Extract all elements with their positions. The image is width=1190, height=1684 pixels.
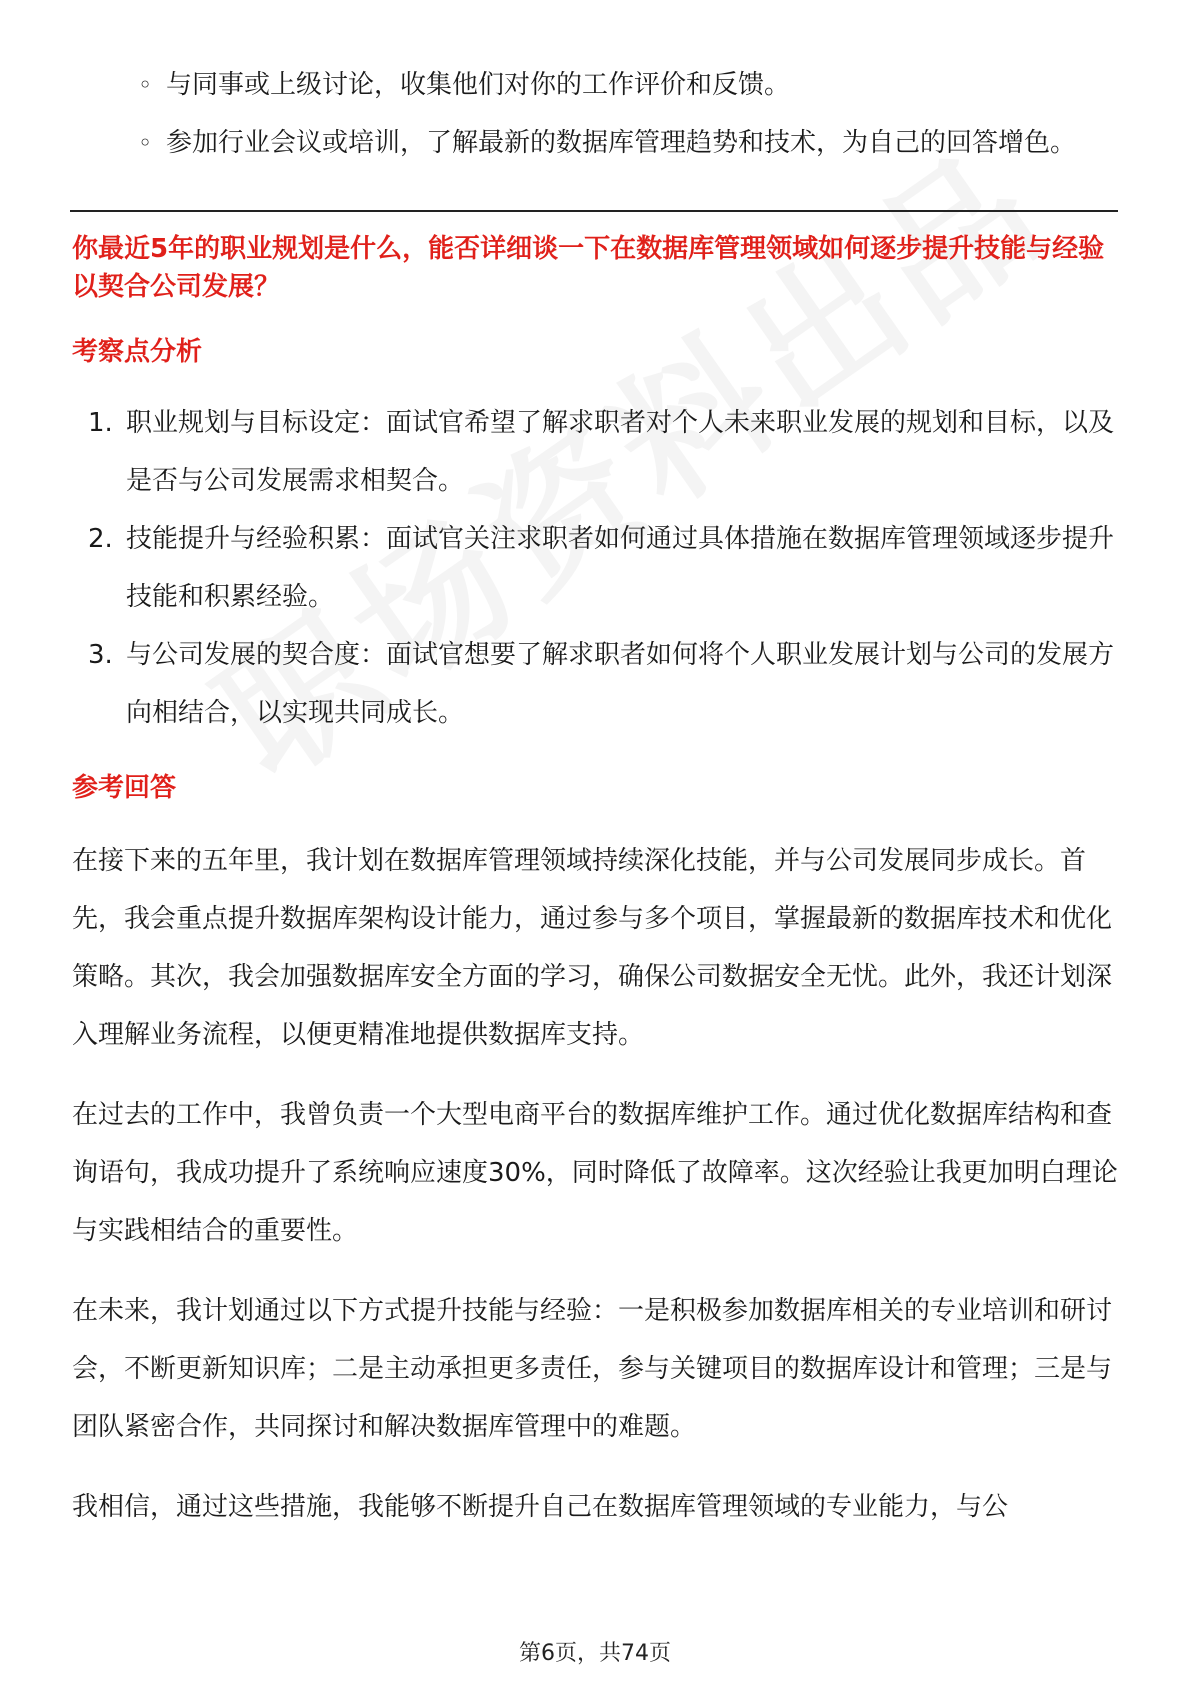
bullet-text: 参加行业会议或培训，了解最新的数据库管理趋势和技术，为自己的回答增色。 bbox=[166, 128, 1077, 158]
list-item bbox=[72, 394, 1118, 510]
analysis-heading: 考察点分析 bbox=[72, 337, 203, 367]
item-number: 2. bbox=[88, 524, 113, 554]
bullet-list bbox=[136, 56, 1118, 172]
bullet-text: 与同事或上级讨论，收集他们对你的工作评价和反馈。 bbox=[166, 70, 791, 100]
list-item bbox=[72, 510, 1118, 626]
bullet-icon: ◦ bbox=[138, 129, 153, 157]
list-item bbox=[136, 114, 1118, 172]
item-text: 与公司发展的契合度：面试官想要了解求职者如何将个人职业发展计划与公司的发展方向相结合，以实现共同成长。 bbox=[126, 640, 1115, 728]
list-item bbox=[72, 626, 1118, 742]
answer-paragraph: 我相信，通过这些措施，我能够不断提升自己在数据库管理领域的专业能力，与公 bbox=[72, 1492, 1009, 1522]
page-footer: 第6页，共74页 bbox=[519, 1641, 671, 1666]
question-heading: 你最近5年的职业规划是什么，能否详细谈一下在数据库管理领域如何逐步提升技能与经验以契合公司发展？ bbox=[72, 234, 1105, 302]
document-body bbox=[72, 56, 1118, 1536]
answer-paragraph: 在过去的工作中，我曾负责一个大型电商平台的数据库维护工作。通过优化数据库结构和查询语句，我成功提升了系统响应速度30%，同时降低了故障率。这次经验让我更加明白理论与实践相结合的重要性。 bbox=[72, 1100, 1118, 1246]
answer-paragraph: 在未来，我计划通过以下方式提升技能与经验：一是积极参加数据库相关的专业培训和研讨会，不断更新知识库；二是主动承担更多责任，参与关键项目的数据库设计和管理；三是与团队紧密合作，共同探讨和解决数据库管理中的难题。 bbox=[72, 1296, 1113, 1442]
item-text: 职业规划与目标设定：面试官希望了解求职者对个人未来职业发展的规划和目标，以及是否与公司发展需求相契合。 bbox=[126, 408, 1115, 496]
analysis-list bbox=[72, 394, 1118, 742]
item-number: 1. bbox=[88, 408, 113, 438]
item-number: 3. bbox=[88, 640, 113, 670]
list-item bbox=[136, 56, 1118, 114]
answer-heading: 参考回答 bbox=[72, 773, 177, 803]
item-text: 技能提升与经验积累：面试官关注求职者如何通过具体措施在数据库管理领域逐步提升技能和积累经验。 bbox=[126, 524, 1115, 612]
answer-paragraph: 在接下来的五年里，我计划在数据库管理领域持续深化技能，并与公司发展同步成长。首先，我会重点提升数据库架构设计能力，通过参与多个项目，掌握最新的数据库技术和优化策略。其次，我会加强数据库安全方面的学习，确保公司数据安全无忧。此外，我还计划深入理解业务流程，以便更精准地提供数据库支持。 bbox=[72, 846, 1113, 1050]
bullet-icon: ◦ bbox=[138, 71, 153, 99]
section-divider bbox=[70, 210, 1118, 212]
